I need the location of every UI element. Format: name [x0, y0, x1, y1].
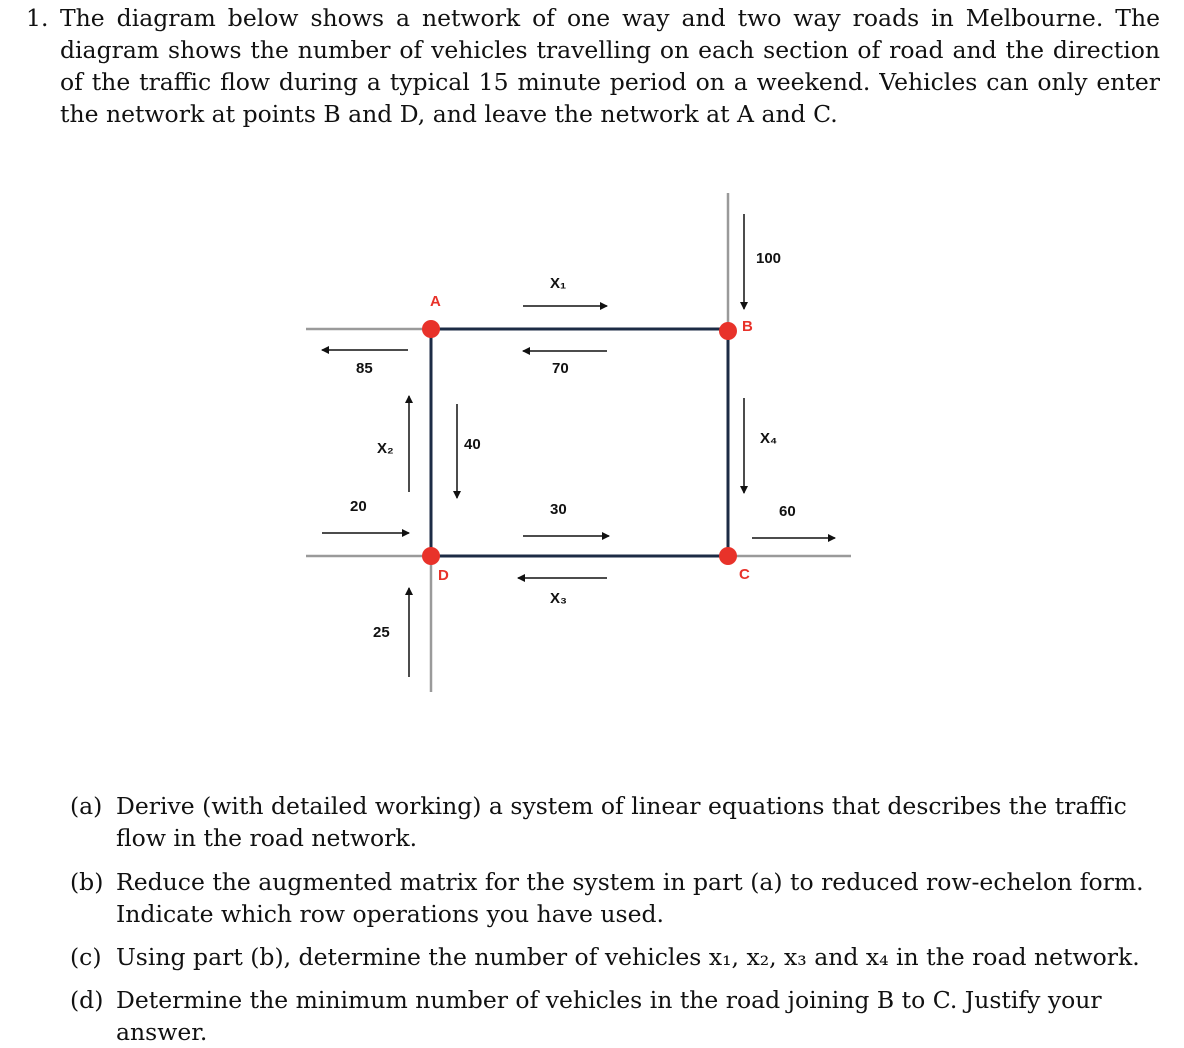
label-100: 100	[756, 250, 782, 267]
point-label-a: A	[430, 293, 441, 310]
point-label-b: B	[742, 318, 753, 335]
part-d-text: Determine the minimum number of vehicles in the road joining B to C. Justify your answer.	[116, 986, 1102, 1046]
node-d	[422, 547, 440, 565]
part-a-text: Derive (with detailed working) a system of linear equations that describes the traffic flow in the road network.	[116, 792, 1127, 852]
part-b-text: Reduce the augmented matrix for the system in part (a) to reduced row-echelon form. Indicate which row operations you have used.	[116, 868, 1144, 928]
label-x3: X₃	[550, 590, 567, 607]
label-25: 25	[373, 624, 390, 641]
label-30: 30	[550, 501, 567, 518]
part-c-text: Using part (b), determine the number of vehicles x₁, x₂, x₃ and x₄ in the road network.	[116, 943, 1140, 971]
part-b-label: (b)	[70, 868, 104, 896]
part-c-label: (c)	[70, 943, 102, 971]
part-a-label: (a)	[70, 792, 103, 820]
label-85: 85	[356, 360, 373, 377]
node-b	[719, 322, 737, 340]
question-number: 1.	[26, 4, 49, 32]
label-20: 20	[350, 498, 367, 515]
label-x4: X₄	[760, 430, 778, 447]
question-text: The diagram below shows a network of one way and two way roads in Melbourne. The diagram shows the number of vehicles travelling on each section of road and the direction of the traffic flow during a typical 15 minute period on a weekend. Vehicles can only enter the network at points B and D, and leave the network at A and C.	[60, 4, 1160, 128]
label-x1: X₁	[550, 275, 567, 292]
label-40: 40	[464, 436, 481, 453]
label-x2: X₂	[377, 440, 394, 457]
node-c	[719, 547, 737, 565]
point-label-d: D	[438, 567, 449, 584]
part-d-label: (d)	[70, 986, 104, 1014]
label-70: 70	[552, 360, 569, 377]
label-60: 60	[779, 503, 796, 520]
point-label-c: C	[739, 566, 750, 583]
node-a	[422, 320, 440, 338]
